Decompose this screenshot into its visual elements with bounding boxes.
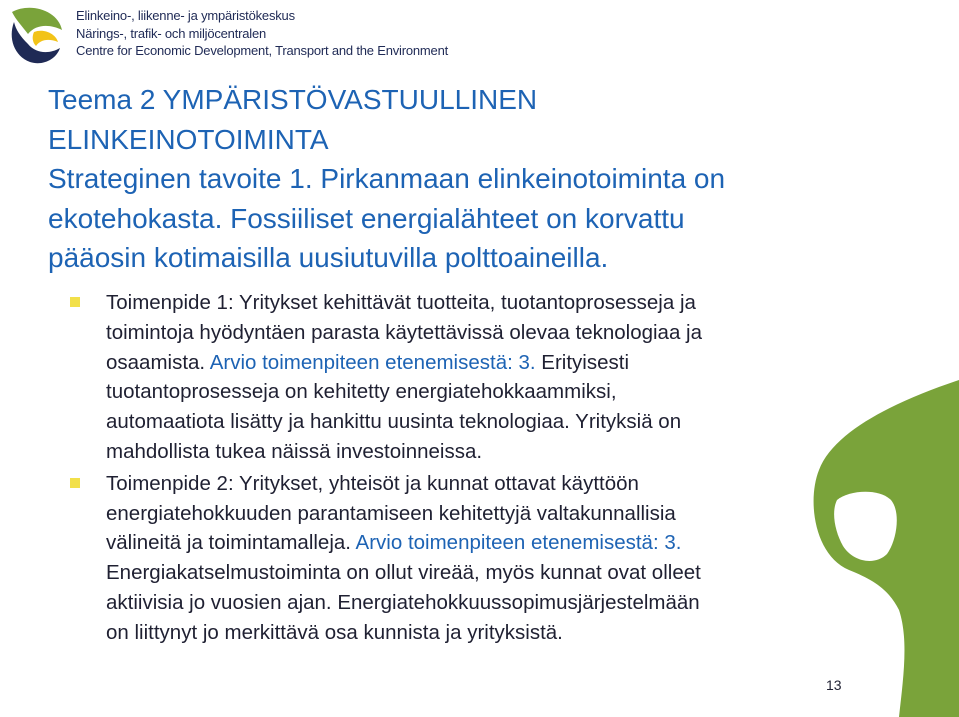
progress-assessment: Arvio toimenpiteen etenemisestä: 3. [209,350,536,374]
bullet-text-line [106,528,850,558]
organization-names [76,7,448,60]
title-line: ELINKEINOTOIMINTA [48,123,329,155]
org-name-fi: Elinkeino-, liikenne- ja ympäristökeskus [76,8,295,23]
bullet-text-line: Toimenpide 1: Yritykset kehittävät tuotteita, tuotantoprosesseja ja [106,291,696,314]
bullet-text: Erityisesti [535,350,630,374]
bullet-text-line: tuotantoprosesseja on kehitetty energiatehokkaammiksi, [106,380,617,404]
bullet-text-line [106,348,850,378]
bullet-text-line: on liittynyt jo merkittävä osa kunnista ja yrityksistä. [106,620,563,644]
org-name-en: Centre for Economic Development, Transport and the Environment [76,43,449,58]
title-line: Teema 2 YMPÄRISTÖVASTUULLINEN [48,84,538,115]
bullet-list [70,288,850,648]
bullet-text-line: energiatehokkuuden parantamiseen kehitettyjä valtakunnallisia [106,501,676,525]
square-bullet-icon [70,478,80,488]
square-bullet-icon [70,297,80,307]
slide-title [48,80,868,278]
title-line: pääosin kotimaisilla uusiutuvilla polttoaineilla. [48,242,609,273]
progress-assessment: Arvio toimenpiteen etenemisestä: 3. [355,531,682,555]
bullet-item-toimenpide-1 [70,288,850,467]
bullet-text-line: Energiakatselmustoiminta on ollut vireää, myös kunnat ovat olleet [106,561,701,585]
bullet-text: osaamista. [106,350,210,374]
bullet-text: välineitä ja toimintamalleja. [106,531,356,555]
ely-centre-logo-icon [6,4,66,66]
bullet-text-line: automaatiota lisätty ja hankittu uusinta teknologiaa. Yrityksiä on [106,410,682,434]
bullet-item-toimenpide-2 [70,469,850,648]
bullet-text-line: Toimenpide 2: Yritykset, yhteisöt ja kunnat ottavat käyttöön [106,471,639,495]
title-line: ekotehokasta. Fossiiliset energialähteet on korvattu [48,202,685,234]
page-number: 13 [826,677,842,693]
title-line: Strateginen tavoite 1. Pirkanmaan elinkeinotoiminta on [48,163,726,194]
org-name-sv: Närings-, trafik- och miljöcentralen [76,25,267,41]
bullet-text-line: aktiivisia jo vuosien ajan. Energiatehokkuussopimusjärjestelmään [106,590,700,614]
bullet-text-line: mahdollista tukea näissä investoinneissa. [106,439,483,463]
bullet-text-line: toimintoja hyödyntäen parasta käytettävissä olevaa teknologiaa ja [106,320,703,344]
